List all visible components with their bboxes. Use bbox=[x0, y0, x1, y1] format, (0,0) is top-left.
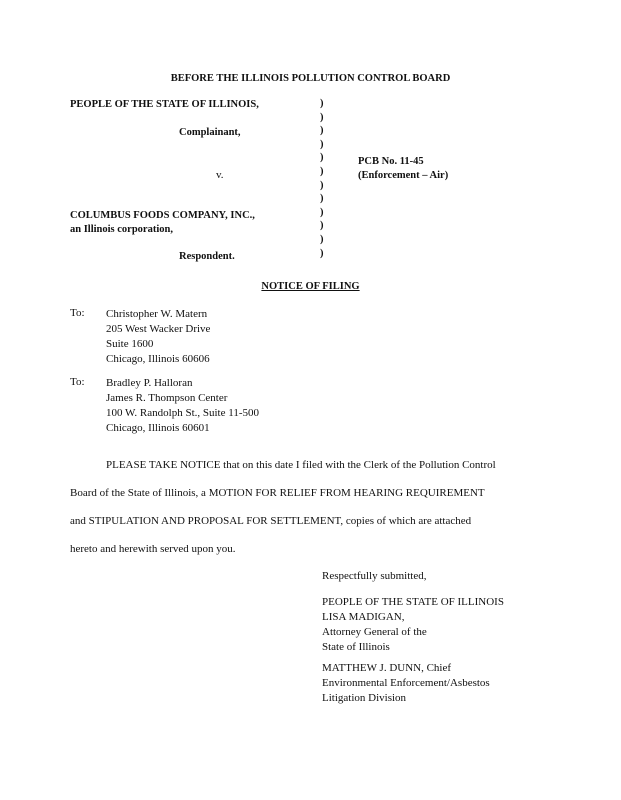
signature-line: Environmental Enforcement/Asbestos bbox=[322, 677, 490, 689]
plaintiff-role: Complainant, bbox=[179, 127, 241, 138]
case-type: (Enforcement – Air) bbox=[358, 170, 449, 181]
body-text-line: PLEASE TAKE NOTICE that on this date I filed with the Clerk of the Pollution Control bbox=[106, 459, 496, 471]
address-line: Suite 1600 bbox=[106, 338, 154, 350]
caption-parenthesis-column bbox=[320, 97, 324, 260]
signature-line: Litigation Division bbox=[322, 692, 407, 704]
case-number: PCB No. 11-45 bbox=[358, 156, 424, 167]
caption-paren: ) bbox=[320, 247, 324, 259]
caption-paren: ) bbox=[320, 111, 324, 123]
signature-block bbox=[322, 595, 504, 655]
address-line: 100 W. Randolph St., Suite 11-500 bbox=[106, 407, 259, 419]
recipient-address-block bbox=[106, 307, 210, 367]
caption-paren: ) bbox=[320, 98, 324, 109]
recipient-to-label: To: bbox=[70, 376, 85, 388]
plaintiff-name: PEOPLE OF THE STATE OF ILLINOIS, bbox=[70, 99, 259, 110]
caption-paren: ) bbox=[320, 152, 324, 164]
caption-paren: ) bbox=[320, 125, 324, 137]
caption-paren: ) bbox=[320, 179, 324, 191]
defendant-role: Respondent. bbox=[179, 251, 235, 262]
caption-paren: ) bbox=[320, 206, 324, 218]
versus-label: v. bbox=[216, 169, 224, 181]
defendant-name: COLUMBUS FOODS COMPANY, INC., bbox=[70, 210, 255, 221]
address-line: 205 West Wacker Drive bbox=[106, 323, 211, 335]
body-text-line: and STIPULATION AND PROPOSAL FOR SETTLEMENT, copies of which are attached bbox=[70, 515, 472, 527]
recipient-address-block bbox=[106, 376, 259, 436]
address-line: James R. Thompson Center bbox=[106, 392, 228, 404]
caption-paren: ) bbox=[320, 138, 324, 150]
signature-line: PEOPLE OF THE STATE OF ILLINOIS bbox=[322, 596, 504, 608]
closing: Respectfully submitted, bbox=[322, 570, 427, 582]
signature-line: Attorney General of the bbox=[322, 626, 427, 638]
body-text-line: hereto and herewith served upon you. bbox=[70, 543, 236, 555]
signature-line: LISA MADIGAN, bbox=[322, 611, 405, 623]
recipient-to-label: To: bbox=[70, 307, 85, 319]
signature-line: State of Illinois bbox=[322, 641, 390, 653]
board-title: BEFORE THE ILLINOIS POLLUTION CONTROL BOARD bbox=[170, 73, 451, 84]
caption-paren: ) bbox=[320, 165, 324, 177]
notice-title: NOTICE OF FILING bbox=[261, 281, 360, 292]
caption-paren: ) bbox=[320, 220, 324, 232]
address-line: Chicago, Illinois 60606 bbox=[106, 353, 210, 365]
address-line: Christopher W. Matern bbox=[106, 308, 208, 320]
signature-block bbox=[322, 661, 490, 706]
caption-paren: ) bbox=[320, 233, 324, 245]
address-line: Chicago, Illinois 60601 bbox=[106, 422, 210, 434]
signature-line: MATTHEW J. DUNN, Chief bbox=[322, 662, 452, 674]
defendant-description: an Illinois corporation, bbox=[70, 224, 173, 235]
caption-paren: ) bbox=[320, 193, 324, 205]
address-line: Bradley P. Halloran bbox=[106, 377, 193, 389]
body-text-line: Board of the State of Illinois, a MOTION FOR RELIEF FROM HEARING REQUIREMENT bbox=[70, 487, 485, 499]
